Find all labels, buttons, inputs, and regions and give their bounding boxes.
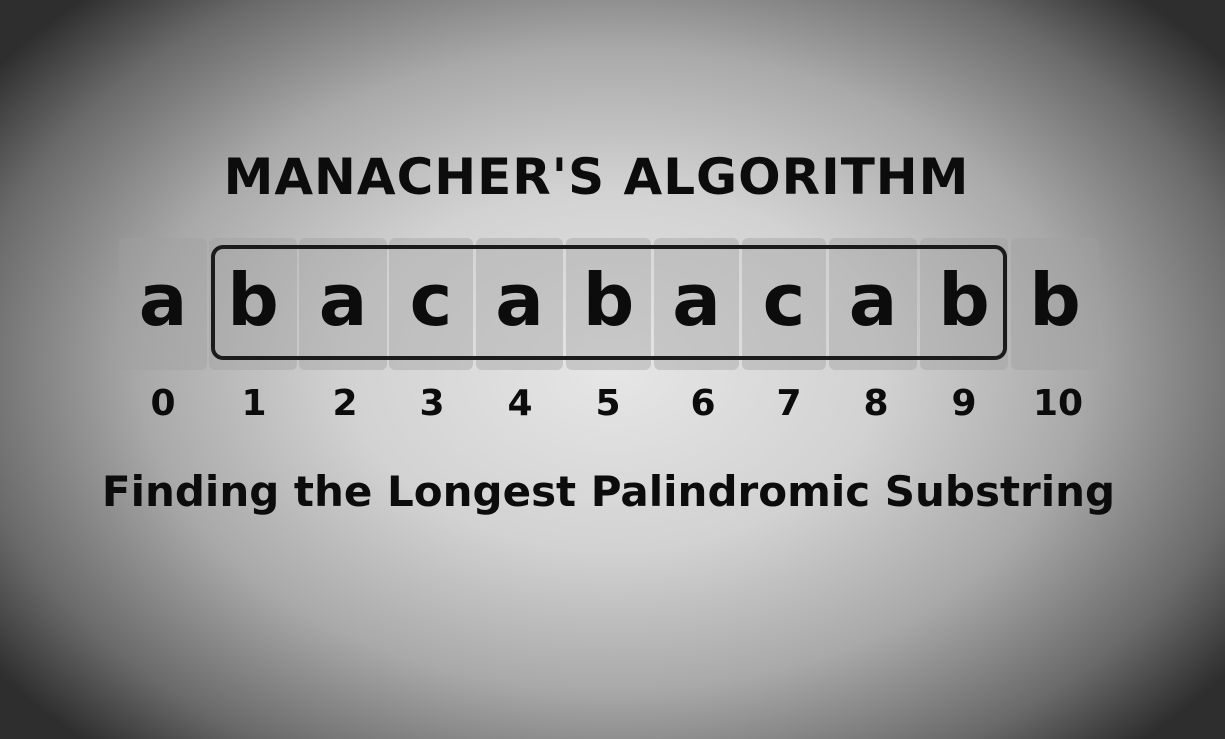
index-label-7: 7 xyxy=(776,383,802,424)
index-label-2: 2 xyxy=(332,383,358,424)
palindrome-highlight-box xyxy=(211,245,1007,360)
char-cell-0: a xyxy=(119,238,207,370)
index-label-6: 6 xyxy=(690,383,716,424)
char-cell-9: b xyxy=(920,238,1008,370)
index-label-0: 0 xyxy=(150,383,176,424)
char-cell-8: a xyxy=(829,238,917,370)
index-label-5: 5 xyxy=(595,383,621,424)
index-label-1: 1 xyxy=(241,383,267,424)
char-cell-2: a xyxy=(299,238,387,370)
char-cell-10: b xyxy=(1011,238,1099,370)
diagram-subtitle: Finding the Longest Palindromic Substring xyxy=(101,467,1116,516)
index-label-9: 9 xyxy=(951,383,977,424)
index-label-3: 3 xyxy=(419,383,445,424)
index-label-4: 4 xyxy=(507,383,533,424)
char-cell-4: a xyxy=(476,238,563,370)
index-label-10: 10 xyxy=(1032,383,1084,424)
char-cell-5: b xyxy=(566,238,651,370)
char-cell-3: c xyxy=(389,238,473,370)
char-cell-7: c xyxy=(742,238,826,370)
index-label-8: 8 xyxy=(863,383,889,424)
char-cell-6: a xyxy=(654,238,739,370)
char-cell-1: b xyxy=(209,238,297,370)
diagram-title: MANACHER'S ALGORITHM xyxy=(223,148,970,206)
